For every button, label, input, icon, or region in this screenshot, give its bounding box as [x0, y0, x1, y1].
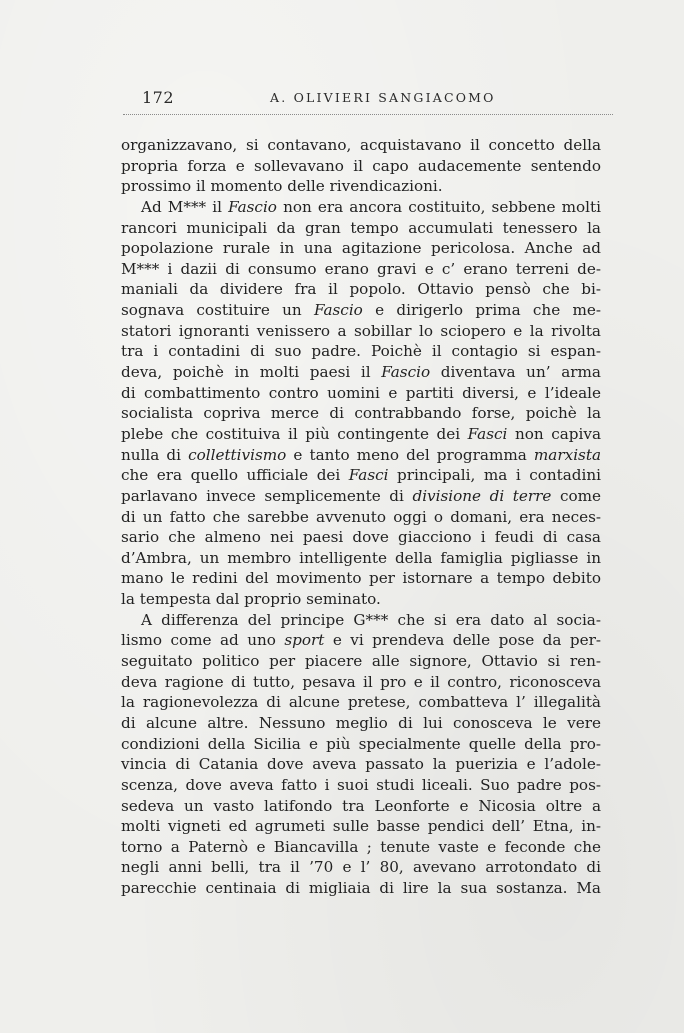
italic-text: Fasci: [467, 424, 508, 443]
text-line: [121, 465, 601, 486]
italic-text: Fasci: [348, 466, 389, 485]
italic-text: Fascio: [228, 197, 277, 216]
text-run: non era ancora costituito, sebbene molti: [276, 197, 601, 216]
text-line: [121, 300, 601, 321]
text-run: parlavano invece semplicemente di: [121, 486, 413, 505]
italic-text: Fascio: [313, 301, 363, 320]
text-line: prossimo il momento delle rivendicazioni.: [121, 177, 443, 196]
text-line: la tempesta dal proprio seminato.: [121, 590, 381, 609]
text-run: nulla di: [121, 445, 189, 464]
text-line: [121, 486, 601, 507]
text-run: plebe che costituiva il più contingente dei: [121, 424, 468, 443]
italic-text: Fascio: [381, 363, 431, 382]
text-line: organizzavano, si contavano, acquistavano il concetto della: [121, 136, 601, 154]
page-number: 172: [142, 88, 175, 107]
text-line: di combattimento contro uomini e partiti diversi, e l’ideale: [121, 383, 601, 402]
text-run: lismo come ad uno: [121, 631, 285, 650]
italic-text: collettivismo: [188, 445, 287, 464]
text-run: principali, ma i contadini: [388, 466, 601, 485]
text-line: seguitato politico per piacere alle signore, Ottavio si ren-: [121, 652, 601, 671]
text-line: torno a Paternò e Biancavilla ; tenute vaste e feconde che: [121, 837, 601, 856]
italic-text: marxista: [533, 445, 601, 464]
body-text: [121, 135, 601, 899]
text-line: deva ragione di tutto, pesava il pro e il contro, riconosceva: [121, 672, 601, 691]
text-line: socialista copriva merce di contrabbando forse, poichè la: [121, 404, 601, 423]
text-run: non capiva: [507, 424, 601, 443]
text-run: che era quello ufficiale dei: [121, 466, 349, 485]
running-title: A. OLIVIERI SANGIACOMO: [270, 90, 496, 105]
text-line: scenza, dove aveva fatto i suoi studi liceali. Suo padre pos-: [121, 775, 601, 794]
text-line: d’Ambra, un membro intelligente della famiglia pigliasse in: [121, 548, 601, 567]
text-line: propria forza e sollevavano il capo audacemente sentendo: [121, 156, 601, 175]
text-run: A differenza del principe G*** che si era dato al socia-: [141, 610, 601, 629]
text-line: molti vigneti ed agrumeti sulle basse pendici dell’ Etna, in-: [121, 817, 601, 836]
running-head: [128, 88, 612, 110]
text-line: [121, 445, 601, 466]
text-line: sedeva un vasto latifondo tra Leonforte e Nicosia oltre a: [121, 796, 601, 815]
italic-text: sport: [284, 631, 325, 650]
text-line: di un fatto che sarebbe avvenuto oggi o domani, era neces-: [121, 507, 601, 526]
text-line: di alcune altre. Nessuno meglio di lui conosceva le vere: [121, 713, 601, 732]
text-run: sognava costituire un: [121, 301, 314, 320]
text-line: statori ignoranti venissero a sobillar lo sciopero e la rivolta: [121, 321, 601, 340]
text-line: [121, 197, 601, 218]
text-run: e tanto meno del programma: [286, 445, 534, 464]
text-line: vincia di Catania dove aveva passato la puerizia e l’adole-: [121, 755, 601, 774]
text-run: Ad M*** il: [141, 197, 229, 216]
text-run: deva, poichè in molti paesi il: [121, 363, 382, 382]
text-line: [121, 362, 601, 383]
text-line: [121, 424, 601, 445]
text-line: parecchie centinaia di migliaia di lire la sua sostanza. Ma: [121, 879, 601, 898]
text-run: e vi prendeva delle pose da per-: [324, 631, 601, 650]
text-line: M*** i dazii di consumo erano gravi e c’ erano terreni de-: [121, 259, 601, 278]
text-run: diventava un’ arma: [430, 363, 601, 382]
text-line: condizioni della Sicilia e più specialmente quelle della pro-: [121, 734, 601, 753]
text-line: sario che almeno nei paesi dove giacciono i feudi di casa: [121, 528, 601, 547]
header-rule: [123, 114, 613, 115]
text-line: tra i contadini di suo padre. Poichè il contagio si espan-: [121, 342, 601, 361]
text-line: [121, 630, 601, 651]
text-line: maniali da dividere fra il popolo. Ottavio pensò che bi-: [121, 280, 601, 299]
text-line: mano le redini del movimento per istornare a tempo debito: [121, 569, 601, 588]
text-run: come: [551, 486, 601, 505]
text-line: la ragionevolezza di alcune pretese, combatteva l’ illegalità: [121, 693, 601, 712]
italic-text: divisione di terre: [412, 486, 552, 505]
text-line: [121, 610, 601, 631]
text-line: popolazione rurale in una agitazione pericolosa. Anche ad: [121, 239, 601, 258]
text-line: rancori municipali da gran tempo accumulati tenessero la: [121, 218, 601, 237]
text-line: negli anni belli, tra il ’70 e l’ 80, avevano arrotondato di: [121, 858, 601, 877]
text-run: e dirigerlo prima che me-: [362, 301, 601, 320]
